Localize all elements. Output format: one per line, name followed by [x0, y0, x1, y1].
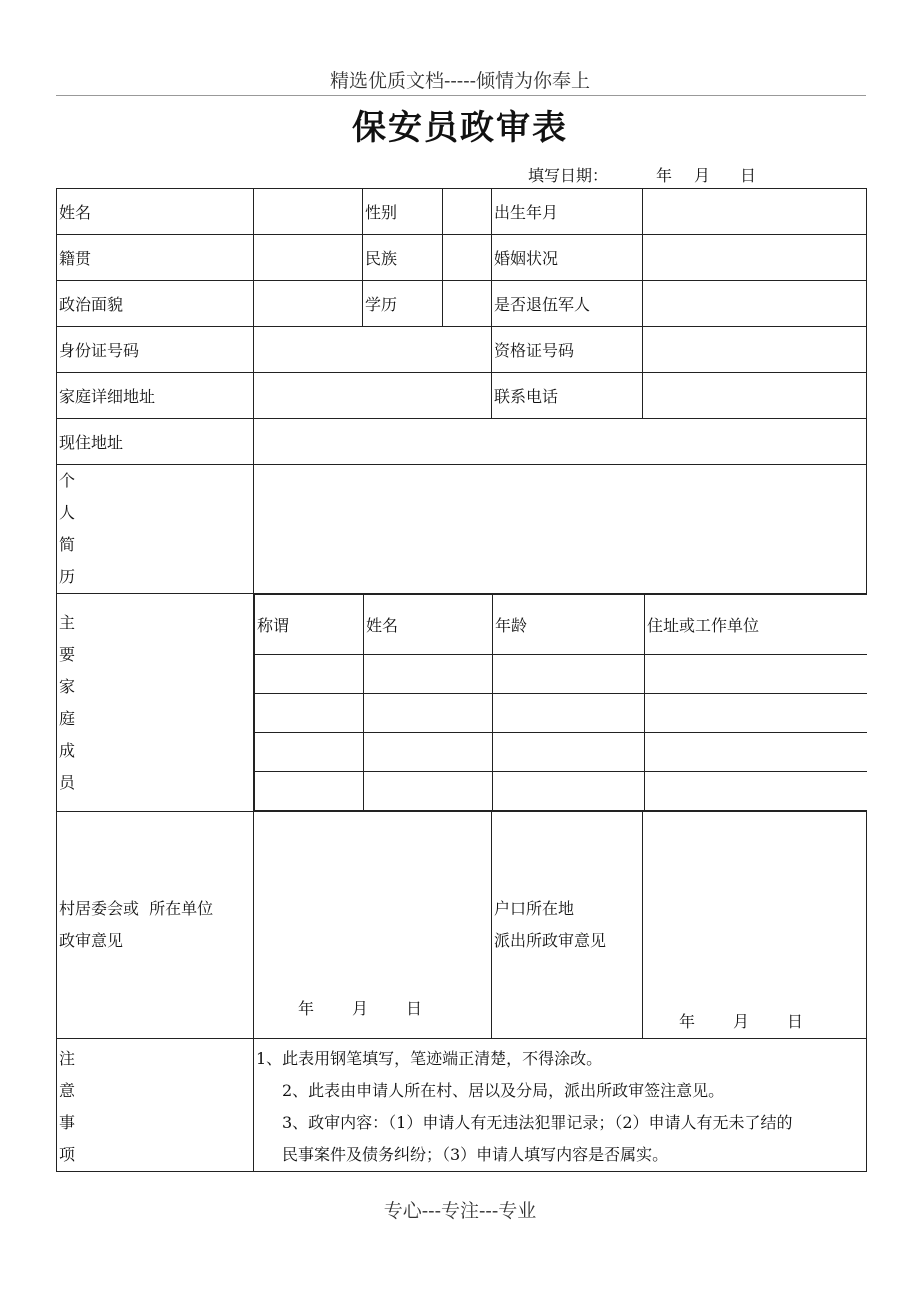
resume-char: 人 — [59, 503, 76, 522]
family-cell[interactable] — [364, 694, 493, 733]
family-cell[interactable] — [493, 733, 645, 772]
label-name: 姓名 — [57, 189, 254, 235]
label-native-place: 籍贯 — [57, 235, 254, 281]
family-cell[interactable] — [255, 694, 364, 733]
form-title: 保安员政审表 — [352, 108, 568, 148]
police-opinion-line1: 户口所在地 — [494, 899, 575, 918]
label-education: 学历 — [363, 281, 443, 327]
family-char: 主 — [59, 612, 76, 632]
label-police-opinion — [492, 812, 643, 1039]
police-year: 年 — [679, 1012, 696, 1031]
village-month: 月 — [352, 999, 369, 1018]
family-char: 家 — [59, 676, 76, 696]
family-cell[interactable] — [493, 655, 645, 694]
input-education[interactable] — [443, 281, 492, 327]
label-birth: 出生年月 — [492, 189, 643, 235]
label-marital: 婚姻状况 — [492, 235, 643, 281]
label-phone: 联系电话 — [492, 373, 643, 419]
fill-date-year: 年 — [656, 166, 673, 185]
page-footer: 专心---专注---专业 — [383, 1200, 537, 1222]
family-table — [254, 594, 867, 811]
input-gender[interactable] — [443, 189, 492, 235]
input-current-address[interactable] — [254, 419, 867, 465]
family-cell[interactable] — [493, 694, 645, 733]
village-day: 日 — [406, 999, 423, 1018]
fill-date-month: 月 — [694, 166, 711, 185]
family-char: 要 — [59, 644, 76, 664]
family-col-age: 年龄 — [493, 595, 645, 655]
input-home-address[interactable] — [254, 373, 492, 419]
family-cell[interactable] — [364, 655, 493, 694]
label-current-address: 现住地址 — [57, 419, 254, 465]
family-cell[interactable] — [645, 733, 867, 772]
input-marital[interactable] — [643, 235, 867, 281]
label-id-number: 身份证号码 — [57, 327, 254, 373]
note-line-2: 2、此表由申请人所在村、居以及分局，派出所政审签注意见。 — [282, 1081, 725, 1100]
village-opinion-date — [298, 996, 422, 1019]
input-veteran[interactable] — [643, 281, 867, 327]
input-police-opinion[interactable] — [643, 812, 867, 1039]
notes-char: 意 — [59, 1081, 76, 1100]
police-opinion-line2: 派出所政审意见 — [494, 931, 607, 950]
table-row — [255, 655, 867, 694]
notes-char: 项 — [59, 1145, 76, 1164]
family-cell[interactable] — [493, 772, 645, 811]
family-char: 庭 — [59, 708, 76, 728]
input-phone[interactable] — [643, 373, 867, 419]
village-opinion-line1: 村居委会或 所在单位 — [59, 899, 214, 918]
label-home-address: 家庭详细地址 — [57, 373, 254, 419]
input-ethnicity[interactable] — [443, 235, 492, 281]
resume-char: 简 — [59, 535, 76, 554]
notes-char: 注 — [59, 1049, 76, 1068]
input-resume[interactable] — [254, 465, 867, 594]
family-members-area — [254, 594, 867, 812]
family-col-name: 姓名 — [364, 595, 493, 655]
family-char: 成 — [59, 740, 76, 760]
family-cell[interactable] — [255, 733, 364, 772]
note-line-4: 民事案件及债务纠纷；（3）申请人填写内容是否属实。 — [282, 1145, 669, 1164]
village-opinion-line2: 政审意见 — [59, 931, 124, 950]
fill-date-day: 日 — [740, 166, 757, 185]
label-gender: 性别 — [363, 189, 443, 235]
resume-char: 历 — [59, 567, 76, 586]
family-col-address: 住址或工作单位 — [645, 595, 867, 655]
family-char: 员 — [59, 772, 76, 792]
input-village-opinion[interactable] — [254, 812, 492, 1039]
notes-char: 事 — [59, 1113, 76, 1132]
label-cert-number: 资格证号码 — [492, 327, 643, 373]
family-cell[interactable] — [364, 772, 493, 811]
page-header: 精选优质文档-----倾情为你奉上 — [329, 70, 591, 92]
family-cell[interactable] — [645, 694, 867, 733]
label-veteran: 是否退伍军人 — [492, 281, 643, 327]
village-year: 年 — [298, 999, 315, 1018]
header-rule — [56, 95, 866, 96]
input-name[interactable] — [254, 189, 363, 235]
label-notes — [57, 1039, 254, 1172]
police-month: 月 — [733, 1012, 750, 1031]
input-cert-number[interactable] — [643, 327, 867, 373]
fill-date — [528, 163, 756, 186]
notes-content — [254, 1039, 867, 1172]
table-row — [255, 772, 867, 811]
family-cell[interactable] — [364, 733, 493, 772]
family-cell[interactable] — [255, 655, 364, 694]
family-col-relation: 称谓 — [255, 595, 364, 655]
label-resume — [57, 465, 254, 594]
note-line-1: 1、此表用钢笔填写，笔迹端正清楚，不得涂改。 — [256, 1049, 603, 1068]
label-village-opinion — [57, 812, 254, 1039]
input-id-number[interactable] — [254, 327, 492, 373]
input-native-place[interactable] — [254, 235, 363, 281]
resume-char: 个 — [59, 471, 76, 490]
note-line-3: 3、政审内容：（1）申请人有无违法犯罪记录；（2）申请人有无未了结的 — [282, 1113, 793, 1132]
label-political: 政治面貌 — [57, 281, 254, 327]
police-opinion-date — [679, 1009, 803, 1032]
input-birth[interactable] — [643, 189, 867, 235]
fill-date-label: 填写日期： — [528, 166, 609, 185]
label-ethnicity: 民族 — [363, 235, 443, 281]
table-row — [255, 733, 867, 772]
form-table — [56, 188, 867, 1172]
family-cell[interactable] — [255, 772, 364, 811]
police-day: 日 — [787, 1012, 804, 1031]
input-political[interactable] — [254, 281, 363, 327]
table-row — [255, 694, 867, 733]
family-cell[interactable] — [645, 655, 867, 694]
family-cell[interactable] — [645, 772, 867, 811]
label-family — [57, 594, 254, 812]
